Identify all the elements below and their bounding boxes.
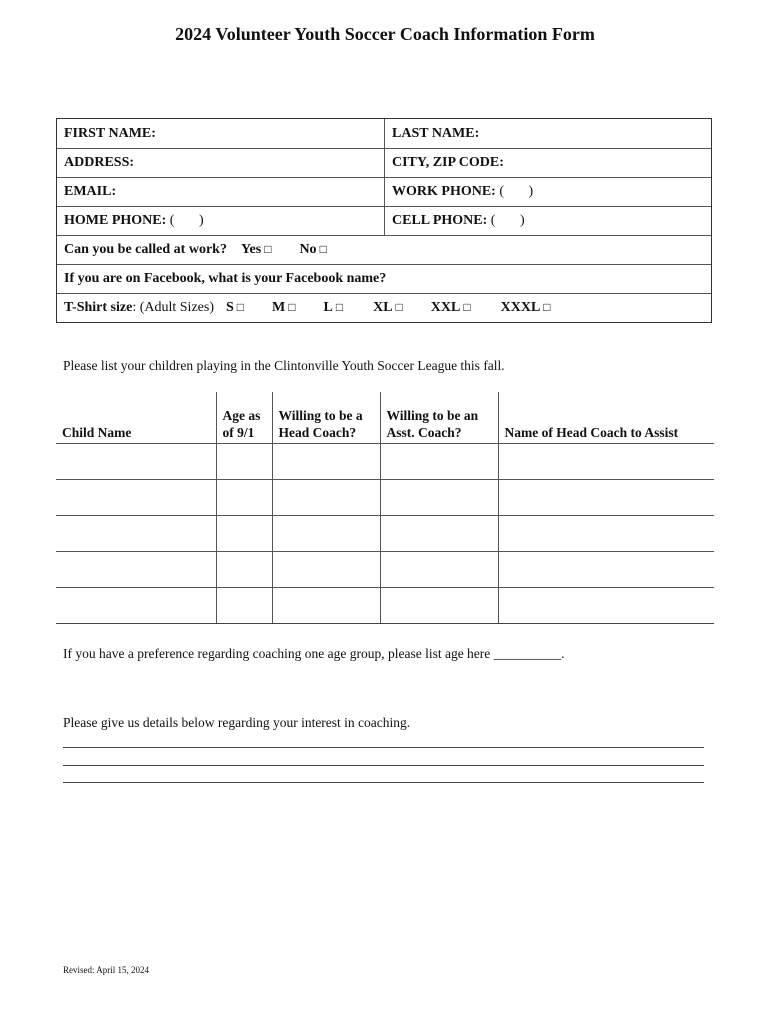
children-table-header — [56, 392, 714, 443]
yes-label: Yes — [240, 242, 262, 257]
children-table — [56, 392, 714, 624]
age-cell[interactable] — [216, 479, 272, 515]
coach-to-assist-cell[interactable] — [498, 515, 714, 551]
age-cell[interactable] — [216, 551, 272, 587]
size-label: XL — [373, 300, 393, 315]
facebook-row — [57, 264, 711, 293]
name-row — [57, 119, 711, 148]
size-xxl-option[interactable] — [431, 300, 471, 316]
coach-to-assist-cell[interactable] — [498, 443, 714, 479]
size-checkbox[interactable]: □ — [395, 300, 403, 314]
size-l-option[interactable] — [324, 300, 344, 316]
child-name-cell[interactable] — [56, 515, 216, 551]
work-call-question — [57, 236, 711, 264]
col-head-coach-name — [498, 392, 714, 443]
no-label: No — [299, 242, 317, 257]
size-m-option[interactable] — [272, 300, 295, 316]
col-child-name — [56, 392, 216, 443]
home-phone-field[interactable] — [57, 207, 385, 235]
tshirt-row — [57, 293, 711, 322]
cell-phone-area: ( ) — [487, 213, 525, 228]
asst-coach-cell[interactable] — [380, 479, 498, 515]
address-row — [57, 148, 711, 177]
age-cell[interactable] — [216, 587, 272, 623]
table-row — [56, 443, 714, 479]
yes-checkbox[interactable]: □ — [264, 242, 272, 256]
size-label: XXL — [430, 300, 461, 315]
tshirt-note: : (Adult Sizes) — [132, 300, 214, 315]
header-text: Head Coach? — [278, 424, 357, 440]
header-text: Willing to be an — [386, 407, 479, 423]
coach-info-form — [56, 118, 712, 323]
table-row — [56, 587, 714, 623]
address-field[interactable]: ADDRESS: — [57, 149, 385, 177]
asst-coach-cell[interactable] — [380, 515, 498, 551]
no-option[interactable] — [299, 242, 326, 258]
work-call-label: Can you be called at work? — [64, 242, 227, 257]
child-name-cell[interactable] — [56, 479, 216, 515]
col-age — [216, 392, 272, 443]
size-label: XXXL — [500, 300, 541, 315]
age-cell[interactable] — [216, 515, 272, 551]
children-intro: Please list your children playing in the Clintonville Youth Soccer League this fall. — [63, 358, 505, 373]
col-head-coach — [272, 392, 380, 443]
size-label: L — [323, 300, 333, 315]
asst-coach-cell[interactable] — [380, 587, 498, 623]
asst-coach-cell[interactable] — [380, 551, 498, 587]
size-checkbox[interactable]: □ — [335, 300, 344, 314]
work-phone-field[interactable] — [385, 178, 540, 206]
size-label: M — [272, 300, 286, 315]
no-checkbox[interactable]: □ — [319, 242, 327, 256]
col-asst-coach — [380, 392, 498, 443]
home-phone-label: HOME PHONE: — [64, 213, 167, 228]
coach-to-assist-cell[interactable] — [498, 587, 714, 623]
coach-to-assist-cell[interactable] — [498, 479, 714, 515]
header-text: Child Name — [62, 424, 132, 440]
header-text: of 9/1 — [222, 424, 255, 440]
tshirt-label: T-Shirt size — [64, 300, 133, 315]
size-checkbox[interactable]: □ — [463, 300, 471, 314]
head-coach-cell[interactable] — [272, 515, 380, 551]
revised-date: Revised: April 15, 2024 — [63, 965, 149, 975]
coach-to-assist-cell[interactable] — [498, 551, 714, 587]
table-row — [56, 515, 714, 551]
size-checkbox[interactable]: □ — [543, 300, 551, 314]
size-label: S — [225, 300, 234, 315]
yes-option[interactable] — [241, 242, 271, 258]
work-phone-area: ( ) — [495, 184, 534, 199]
header-text: Willing to be a — [278, 407, 363, 423]
cell-phone-label: CELL PHONE: — [392, 213, 488, 228]
child-name-cell[interactable] — [56, 551, 216, 587]
last-name-field[interactable]: LAST NAME: — [392, 125, 480, 141]
head-coach-cell[interactable] — [272, 551, 380, 587]
header-text: Age as — [222, 407, 261, 423]
tshirt-field — [57, 294, 711, 322]
details-line[interactable] — [63, 747, 704, 748]
table-row — [56, 551, 714, 587]
header-text: Name of Head Coach to Assist — [504, 424, 679, 440]
details-line[interactable] — [63, 765, 704, 766]
table-row — [56, 479, 714, 515]
first-name-field[interactable]: FIRST NAME: — [57, 119, 385, 148]
home-phone-area: ( ) — [166, 213, 204, 228]
phone-row — [57, 206, 711, 235]
header-text: Asst. Coach? — [386, 424, 462, 440]
city-zip-field[interactable]: CITY, ZIP CODE: — [392, 155, 504, 170]
coaching-details-prompt: Please give us details below regarding your interest in coaching. — [63, 715, 411, 730]
form-title: 2024 Volunteer Youth Soccer Coach Information Form — [175, 24, 595, 44]
child-name-cell[interactable] — [56, 587, 216, 623]
child-name-cell[interactable] — [56, 443, 216, 479]
head-coach-cell[interactable] — [272, 443, 380, 479]
size-s-option[interactable] — [226, 300, 244, 316]
email-row — [57, 177, 711, 206]
size-checkbox[interactable]: □ — [236, 300, 245, 314]
age-cell[interactable] — [216, 443, 272, 479]
size-xl-option[interactable] — [373, 300, 403, 316]
cell-phone-field[interactable] — [385, 207, 532, 235]
work-phone-label: WORK PHONE: — [392, 184, 496, 199]
head-coach-cell[interactable] — [272, 587, 380, 623]
head-coach-cell[interactable] — [272, 479, 380, 515]
work-call-row — [57, 235, 711, 264]
details-line[interactable] — [63, 782, 704, 783]
size-checkbox[interactable]: □ — [288, 300, 296, 314]
facebook-field[interactable]: If you are on Facebook, what is your Facebook name? — [64, 271, 387, 286]
size-xxxl-option[interactable] — [501, 300, 551, 316]
age-group-preference: If you have a preference regarding coaching one age group, please list age here __________. — [63, 646, 565, 661]
email-field[interactable]: EMAIL: — [57, 178, 385, 206]
asst-coach-cell[interactable] — [380, 443, 498, 479]
